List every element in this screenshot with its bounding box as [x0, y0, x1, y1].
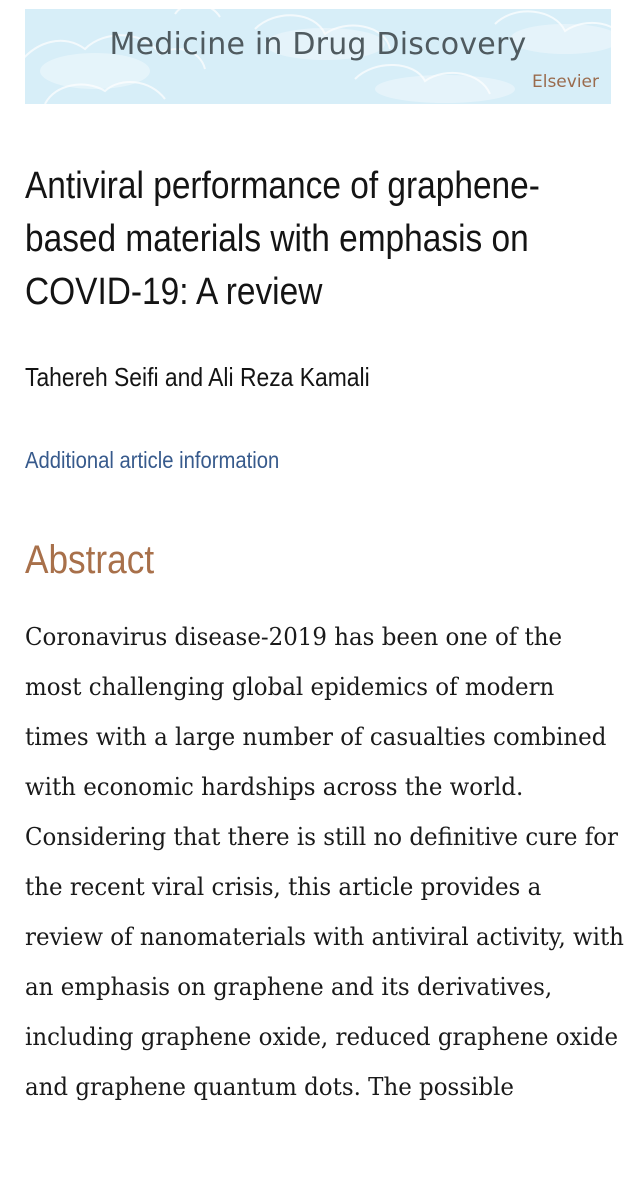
article-title: Antiviral performance of graphene-based materials with emphasis on COVID-19: A review — [25, 165, 540, 313]
abstract-text: Coronavirus disease-2019 has been one of the most challenging global epidemics of modern times with a large number of casualties combined with economic hardships across the world. Considering that there is still no definitive cure for the recent viral crisis, this article provides a review of nanomaterials with antiviral activity, with an emphasis on graphene and its derivatives, including graphene oxide, reduced graphene oxide and graphene quantum dots. The possible — [25, 623, 624, 1101]
additional-article-information-link[interactable]: Additional article information — [25, 447, 280, 473]
journal-title: Medicine in Drug Discovery — [109, 27, 527, 62]
article-authors: Tahereh Seifi and Ali Reza Kamali — [25, 362, 370, 392]
publisher-name: Elsevier — [531, 72, 599, 92]
journal-banner[interactable] — [25, 9, 611, 104]
abstract-heading: Abstract — [25, 538, 155, 582]
